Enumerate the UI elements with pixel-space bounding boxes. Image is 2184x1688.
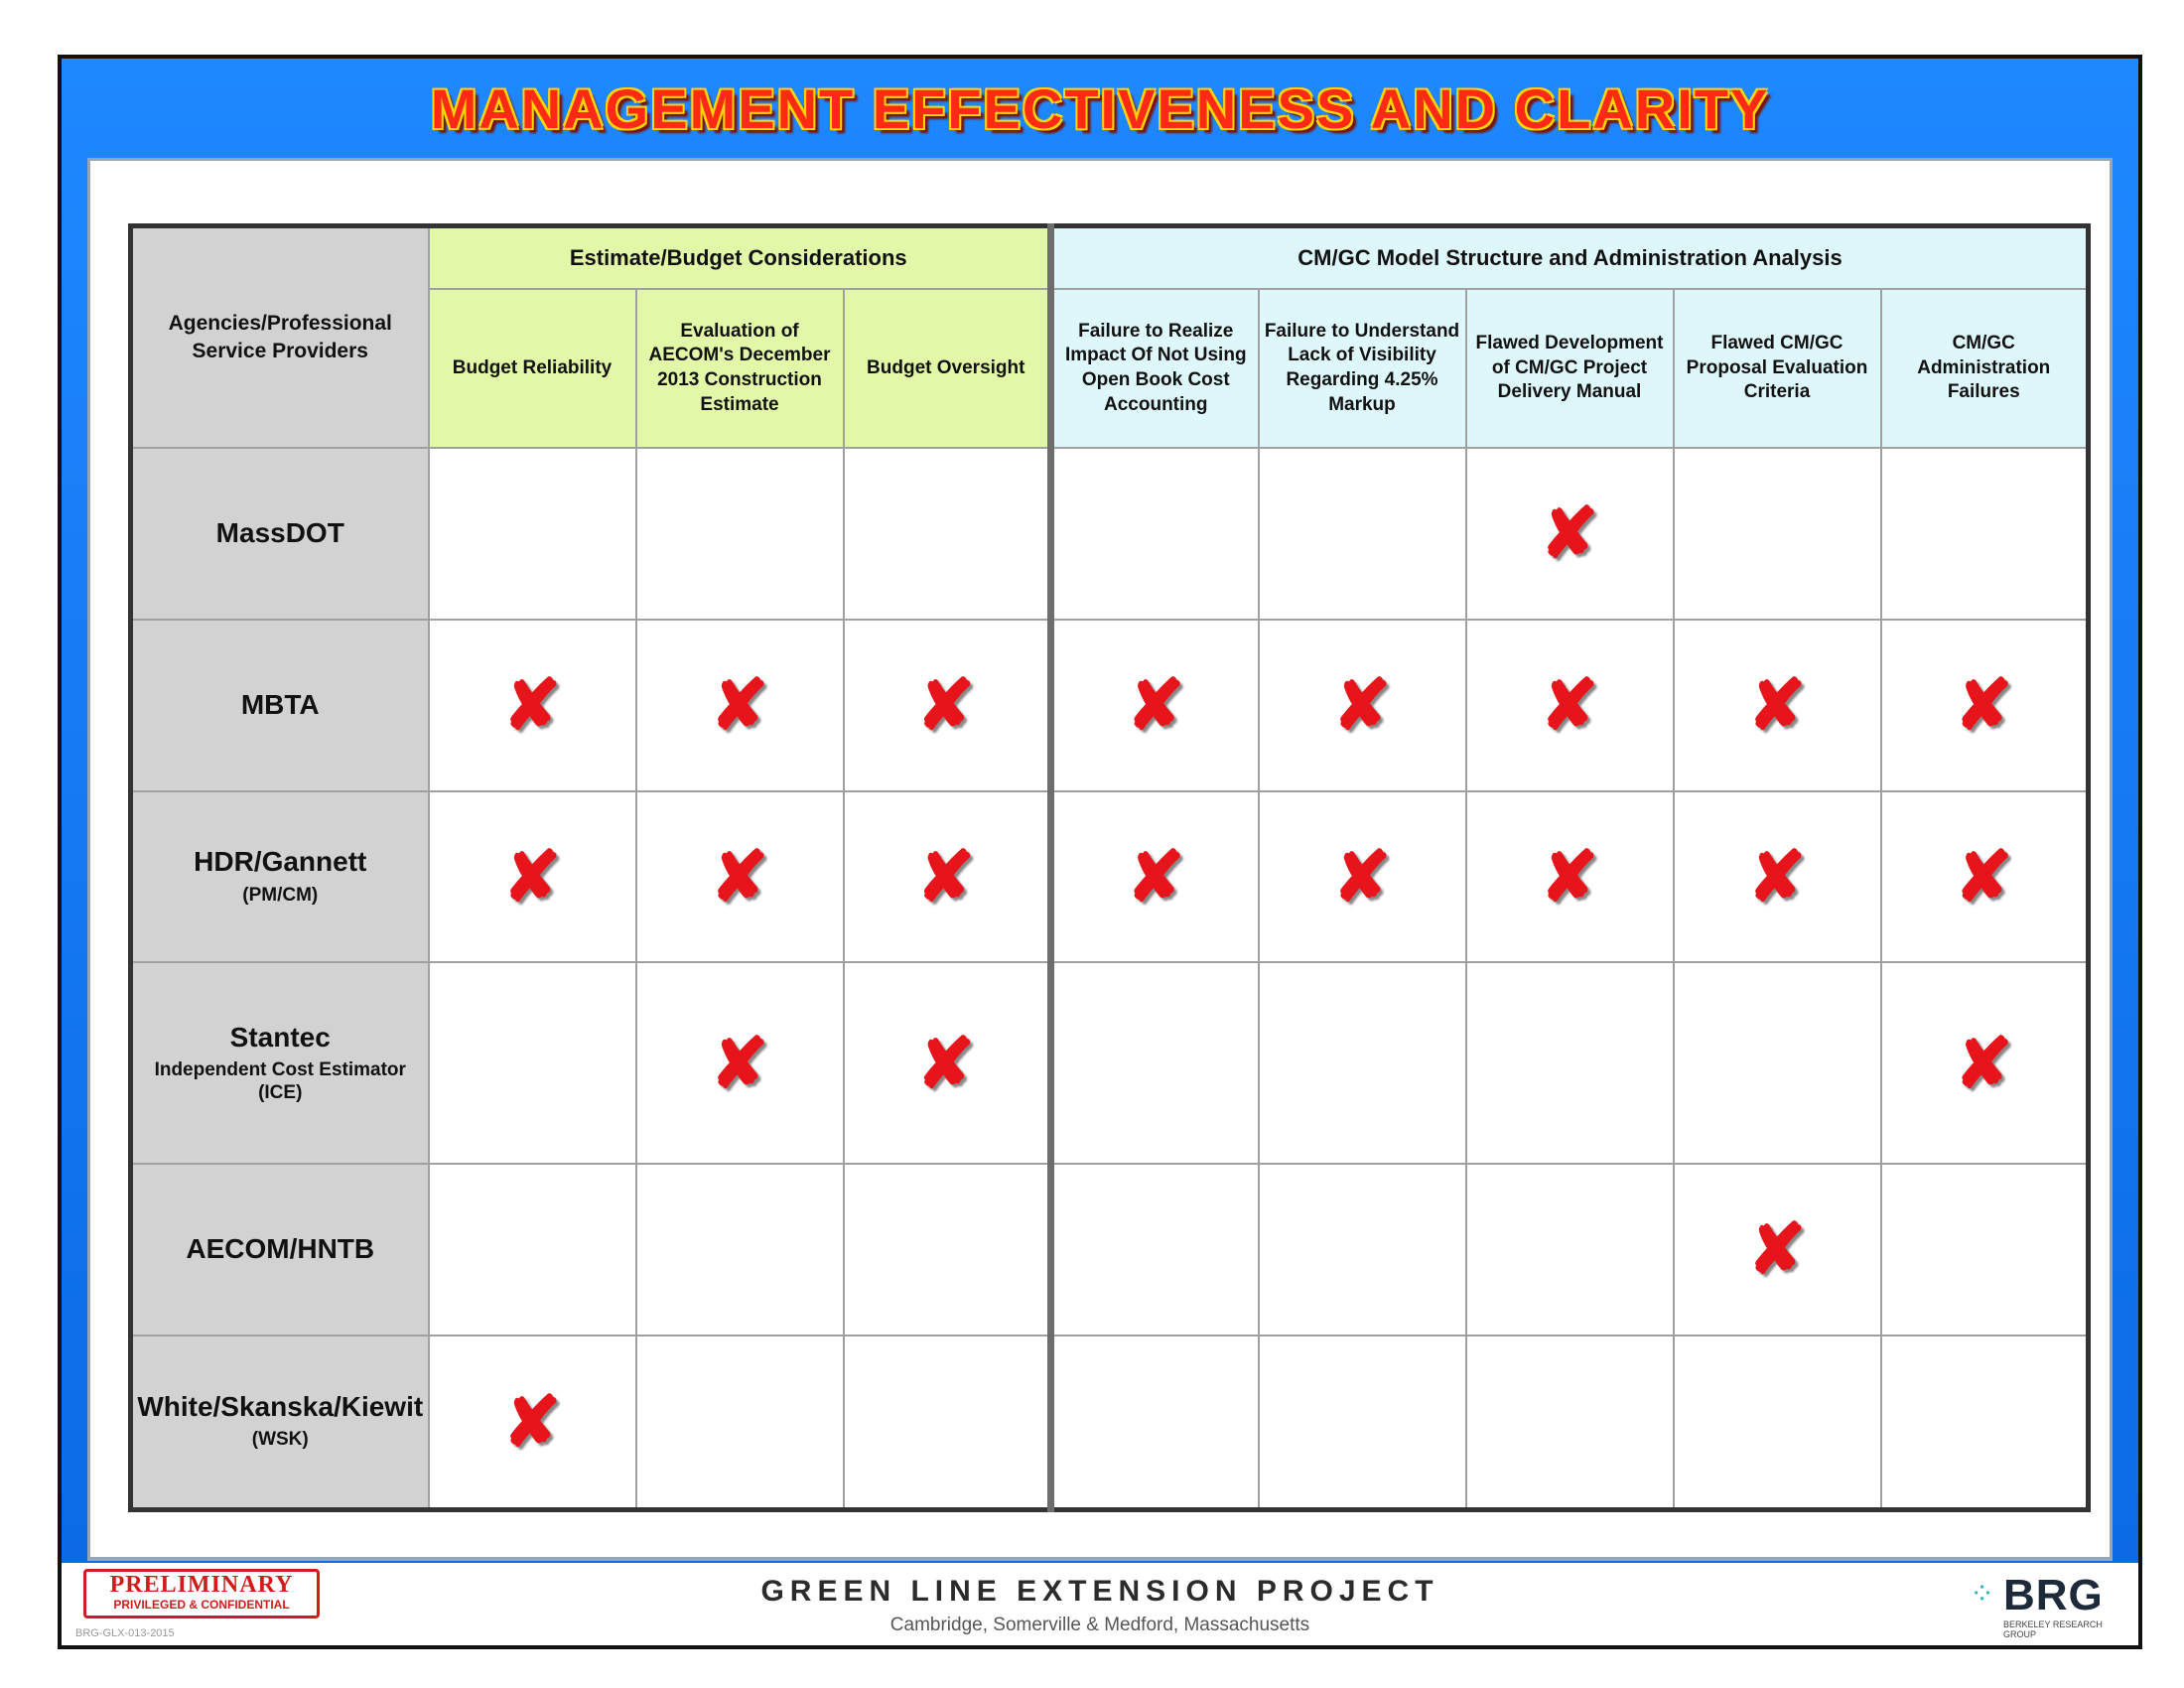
- matrix-cell: [1051, 1164, 1259, 1336]
- x-mark-icon: ✘: [502, 837, 562, 915]
- matrix-cell: [1259, 1164, 1466, 1336]
- table-row: [131, 620, 2089, 791]
- matrix-cell: [1466, 962, 1674, 1164]
- x-mark-icon: ✘: [1540, 666, 1599, 745]
- group-header-cmgc: CM/GC Model Structure and Administration Analysis: [1051, 226, 2089, 290]
- x-mark-icon: ✘: [1954, 666, 2013, 745]
- matrix-cell: [429, 448, 636, 620]
- project-title: GREEN LINE EXTENSION PROJECT: [760, 1575, 1439, 1608]
- table-row: [131, 1164, 2089, 1336]
- matrix-cell: [1674, 791, 1881, 963]
- column-header: Flawed CM/GC Proposal Evaluation Criteria: [1674, 289, 1881, 448]
- corner-header: Agencies/Professional Service Providers: [131, 226, 429, 449]
- column-header: Evaluation of AECOM's December 2013 Construction Estimate: [636, 289, 844, 448]
- matrix-cell: [636, 962, 844, 1164]
- matrix-cell: [1881, 1336, 2089, 1510]
- x-mark-icon: ✘: [1954, 1024, 2013, 1102]
- slide: [58, 55, 2142, 1649]
- matrix-cell: [429, 962, 636, 1164]
- matrix-body: [131, 448, 2089, 1510]
- matrix-cell: [1674, 448, 1881, 620]
- row-header-subtitle: Independent Cost Estimator (ICE): [154, 1058, 406, 1103]
- responsibility-matrix: [128, 223, 2091, 1512]
- matrix-cell: [1259, 1336, 1466, 1510]
- x-mark-icon: ✘: [1747, 837, 1807, 915]
- matrix-cell: [1674, 962, 1881, 1164]
- row-header-name: Stantec: [229, 1021, 331, 1053]
- matrix-cell: [1466, 1164, 1674, 1336]
- x-mark-icon: ✘: [502, 1382, 562, 1461]
- x-mark-icon: ✘: [1332, 666, 1392, 745]
- matrix-cell: [1259, 791, 1466, 963]
- logo-tagline: BERKELEY RESEARCH GROUP: [2003, 1619, 2103, 1639]
- matrix-cell: [1466, 620, 1674, 791]
- matrix-cell: [636, 620, 844, 791]
- project-location: Cambridge, Somerville & Medford, Massachusetts: [889, 1615, 1310, 1635]
- matrix-cell: [429, 1336, 636, 1510]
- row-header: [131, 962, 429, 1164]
- matrix-cell: [429, 620, 636, 791]
- matrix-cell: [1051, 791, 1259, 963]
- matrix-cell: [1051, 620, 1259, 791]
- matrix-cell: [1051, 962, 1259, 1164]
- matrix-cell: [1674, 1164, 1881, 1336]
- x-mark-icon: ✘: [710, 837, 769, 915]
- matrix-cell: [1259, 620, 1466, 791]
- table-row: [131, 448, 2089, 620]
- table-row: [131, 962, 2089, 1164]
- x-mark-icon: ✘: [1954, 837, 2013, 915]
- x-mark-icon: ✘: [916, 837, 976, 915]
- row-header-name: HDR/Gannett: [194, 846, 367, 878]
- column-header: CM/GC Administration Failures: [1881, 289, 2089, 448]
- matrix-cell: [636, 791, 844, 963]
- matrix-cell: [844, 791, 1051, 963]
- matrix-cell: [1881, 448, 2089, 620]
- matrix-cell: [1466, 1336, 1674, 1510]
- x-mark-icon: ✘: [1126, 666, 1185, 745]
- x-mark-icon: ✘: [1126, 837, 1185, 915]
- table-row: [131, 1336, 2089, 1510]
- matrix-cell: [844, 1336, 1051, 1510]
- x-mark-icon: ✘: [1747, 1210, 1807, 1289]
- matrix-cell: [636, 1164, 844, 1336]
- matrix-cell: [844, 448, 1051, 620]
- row-header-name: MBTA: [240, 689, 320, 721]
- row-header: [131, 448, 429, 620]
- row-header-name: White/Skanska/Kiewit: [137, 1391, 424, 1423]
- column-header: Budget Reliability: [429, 289, 636, 448]
- matrix-cell: [844, 962, 1051, 1164]
- x-mark-icon: ✘: [1540, 494, 1599, 573]
- matrix-cell: [1259, 962, 1466, 1164]
- row-header: [131, 1164, 429, 1336]
- row-header-name: AECOM/HNTB: [186, 1233, 375, 1265]
- matrix-cell: [1051, 1336, 1259, 1510]
- group-header-estimate: Estimate/Budget Considerations: [429, 226, 1051, 290]
- row-header: [131, 791, 429, 963]
- matrix-cell: [1881, 1164, 2089, 1336]
- matrix-cell: [1674, 1336, 1881, 1510]
- matrix-cell: [844, 1164, 1051, 1336]
- table-row: [131, 791, 2089, 963]
- column-header: Failure to Realize Impact Of Not Using Open Book Cost Accounting: [1051, 289, 1259, 448]
- x-mark-icon: ✘: [710, 1024, 769, 1102]
- preliminary-label: PRELIMINARY: [109, 1572, 294, 1598]
- row-header: [131, 620, 429, 791]
- matrix-cell: [1466, 448, 1674, 620]
- row-header: [131, 1336, 429, 1510]
- column-header: Flawed Development of CM/GC Project Delivery Manual: [1466, 289, 1674, 448]
- matrix-cell: [636, 448, 844, 620]
- column-header: Budget Oversight: [844, 289, 1051, 448]
- matrix-cell: [429, 1164, 636, 1336]
- row-header-subtitle: (PM/CM): [242, 884, 319, 906]
- confidential-label: PRIVILEGED & CONFIDENTIAL: [113, 1598, 290, 1612]
- logo-text: BRG: [2003, 1571, 2104, 1619]
- row-header-name: MassDOT: [215, 517, 344, 549]
- matrix-cell: [1674, 620, 1881, 791]
- matrix-cell: [429, 791, 636, 963]
- matrix-cell: [636, 1336, 844, 1510]
- footer-divider: [87, 1558, 2113, 1561]
- brg-logo: [1970, 1572, 2118, 1637]
- matrix-cell: [1051, 448, 1259, 620]
- content-panel: [87, 158, 2113, 1560]
- matrix-cell: [1881, 791, 2089, 963]
- matrix-cell: [844, 620, 1051, 791]
- x-mark-icon: ✘: [916, 666, 976, 745]
- x-mark-icon: ✘: [710, 666, 769, 745]
- matrix-cell: [1881, 620, 2089, 791]
- x-mark-icon: ✘: [916, 1024, 976, 1102]
- x-mark-icon: ✘: [1332, 837, 1392, 915]
- matrix-cell: [1259, 448, 1466, 620]
- slide-title: MANAGEMENT EFFECTIVENESS AND CLARITY: [430, 77, 1770, 140]
- x-mark-icon: ✘: [1540, 837, 1599, 915]
- matrix-cell: [1466, 791, 1674, 963]
- column-header: Failure to Understand Lack of Visibility Regarding 4.25% Markup: [1259, 289, 1466, 448]
- logo-diamond-icon: ⁘: [1970, 1578, 1995, 1611]
- document-reference: BRG-GLX-013-2015: [75, 1627, 175, 1639]
- matrix-cell: [1881, 962, 2089, 1164]
- x-mark-icon: ✘: [1747, 666, 1807, 745]
- x-mark-icon: ✘: [502, 666, 562, 745]
- row-header-subtitle: (WSK): [251, 1429, 309, 1451]
